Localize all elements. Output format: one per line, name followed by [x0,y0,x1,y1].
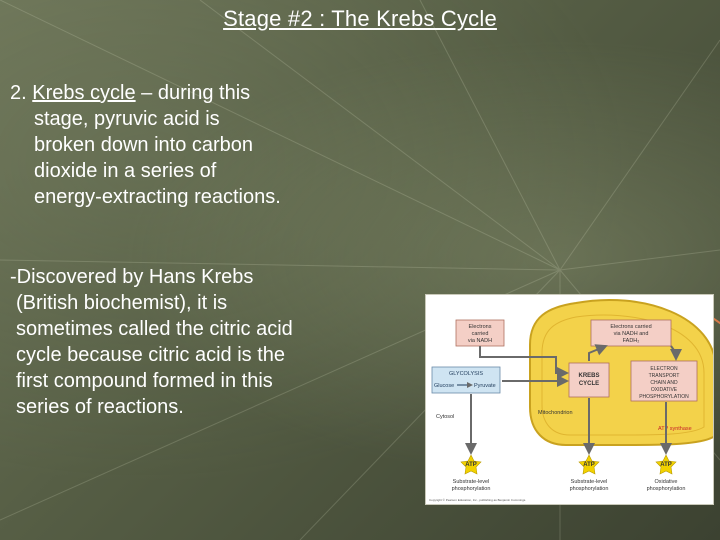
para1-line4: dioxide in a series of [34,160,217,182]
atp-icon-2 [579,455,599,474]
diagram-svg [426,295,713,504]
krebs-cycle-box [569,363,609,397]
figure-copyright: Copyright © Pearson Education, Inc., publishing as Benjamin Cummings. [429,498,527,502]
atp-label-2: ATP [583,462,595,468]
paragraph-krebs-definition [10,80,390,210]
para1-line2: stage, pyruvic acid is [34,108,220,130]
para1-line1 [10,80,390,106]
para1-number: 2. [10,82,27,104]
krebs-label-l2: CYCLE [578,381,600,387]
para2-line3: sometimes called the citric acid [16,318,293,340]
substrate1-l2: phosphorylation [451,486,491,492]
pyruvate-label: Pyruvate [474,383,496,389]
oxidative-l1: Oxidative [654,479,678,485]
etc-l2: TRANSPORT [648,373,680,379]
oxidative-l2: phosphorylation [646,486,686,492]
electrons-fadh-l1: Electrons carried [610,324,652,330]
krebs-label-l1: KREBS [578,373,600,379]
substrate2-l1: Substrate-level [570,479,608,485]
atp-icon-1 [461,455,481,474]
para1-line5: energy-extracting reactions. [34,186,281,208]
atp-label-3: ATP [660,462,672,468]
electrons-fadh-l2: via NADH and [613,331,649,337]
etc-l3: CHAIN AND [650,380,678,386]
glycolysis-label: GLYCOLYSIS [448,371,484,377]
substrate2-l2: phosphorylation [569,486,609,492]
paragraph-discovery [10,264,390,420]
slide-title: Stage #2 : The Krebs Cycle [223,6,497,31]
electrons-nadh-l3: via NADH [467,338,493,344]
electrons-nadh-l2: carried [471,331,489,337]
atp-icon-3 [656,455,676,474]
atp-label-1: ATP [465,462,477,468]
para2-line2: (British biochemist), it is [16,292,228,314]
para2-line4: cycle because citric acid is the [16,344,286,366]
para2-line5: first compound formed in this [16,370,273,392]
etc-l5: PHOSPHORYLATION [639,394,689,400]
atp-synthase-label: ATP synthase [658,426,692,432]
etc-l4: OXIDATIVE [650,387,678,393]
krebs-cycle-term: Krebs cycle [32,82,136,104]
para2-line1: -Discovered by Hans Krebs [10,266,254,288]
glucose-label: Glucose [434,383,455,389]
para1-line3: broken down into carbon [34,134,254,156]
para1-line1-rest: – during this [135,82,251,104]
etc-l1: ELECTRON [650,366,678,372]
para2-line6: series of reactions. [16,396,184,418]
cellular-respiration-diagram [425,294,714,505]
cytosol-label: Cytosol [436,414,455,420]
electrons-nadh-l1: Electrons [468,324,492,330]
electrons-fadh-l3: FADH₂ [622,338,640,344]
substrate1-l1: Substrate-level [452,479,490,485]
mitochondrion-label: Mitochondrion [538,410,573,416]
